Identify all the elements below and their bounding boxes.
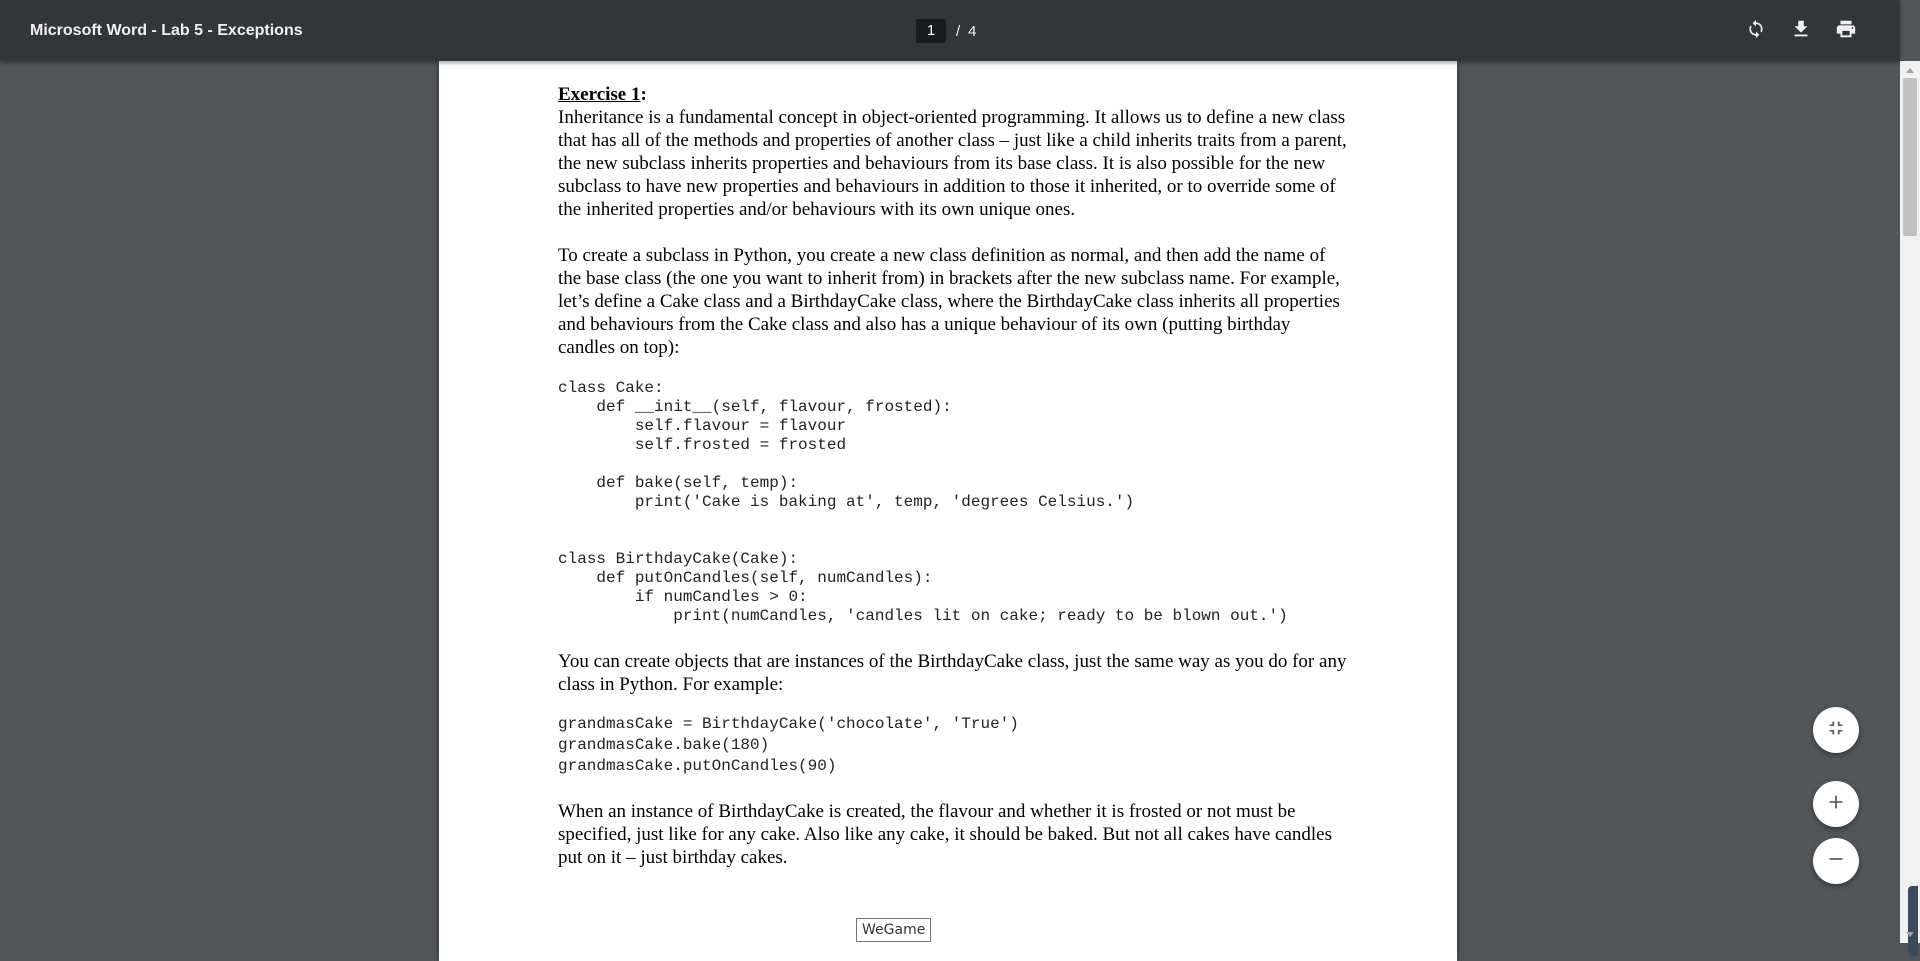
- wegame-tooltip: WeGame: [856, 918, 931, 942]
- code-spacer: [558, 626, 1348, 650]
- zoom-in-icon: [1825, 791, 1847, 818]
- document-title: Microsoft Word - Lab 5 - Exceptions: [30, 22, 303, 39]
- total-pages: 4: [968, 22, 977, 40]
- exercise-heading-colon: :: [640, 84, 647, 105]
- rotate-button[interactable]: [1740, 15, 1772, 47]
- print-icon: [1835, 18, 1857, 45]
- paragraph-create-instances: You can create objects that are instances of the BirthdayCake class, just the same way as you do for any class in Python. For example:: [558, 651, 1347, 695]
- print-button[interactable]: [1830, 15, 1862, 47]
- code-block-grandmas-cake: grandmasCake = BirthdayCake('chocolate', 'True') grandmasCake.bake(180) grandmasCake.putOnCandles(90): [558, 715, 1019, 775]
- scroll-down-button[interactable]: [1900, 926, 1920, 943]
- exercise-heading: Exercise 1: [558, 84, 641, 105]
- code-block-cake-class: class Cake: def __init__(self, flavour, frosted): self.flavour = flavour self.frosted = frosted def bake(self, temp): print('Cake is baking at', temp, 'degrees Celsius.'): [558, 379, 1135, 511]
- scroll-up-arrow-icon: [1906, 67, 1914, 73]
- side-widget-handle[interactable]: [1908, 886, 1918, 956]
- fit-page-icon: [1825, 717, 1847, 744]
- paragraph-inheritance-intro: Inheritance is a fundamental concept in object-oriented programming. It allows us to define a new class that has all of the methods and properties of another class – just like a child inherits traits from a parent, the new subclass inherits properties and behaviours from its base class. It is also possible for the new subclass to have new properties and behaviours in addition to those it inherited, or to override some of the inherited properties and/or behaviours with its own unique ones.: [558, 107, 1347, 220]
- download-icon: [1790, 18, 1812, 45]
- zoom-out-icon: [1825, 848, 1847, 875]
- page-separator: /: [956, 22, 961, 40]
- code-block-birthdaycake-class: class BirthdayCake(Cake): def putOnCandles(self, numCandles): if numCandles > 0: print(numCandles, 'candles lit on cake; ready to be blown out.'): [558, 550, 1288, 625]
- current-page-input[interactable]: 1: [916, 19, 946, 43]
- zoom-out-button[interactable]: [1813, 838, 1859, 884]
- pdf-toolbar: [0, 0, 1900, 61]
- vertical-scrollbar[interactable]: [1900, 61, 1920, 943]
- paragraph-instance-explanation: When an instance of BirthdayCake is created, the flavour and whether it is frosted or not must be specified, just like for any cake. Also like any cake, it should be baked. But not all cakes have candles put on it – just birthday cakes.: [558, 801, 1333, 868]
- page-content: [558, 83, 1348, 892]
- rotate-icon: [1745, 18, 1767, 45]
- code-spacer: [558, 512, 1348, 550]
- exercise-heading-line: [558, 83, 1348, 106]
- paragraph-subclass-howto: To create a subclass in Python, you create a new class definition as normal, and then add the name of the base class (the one you want to inherit from) in brackets after the new subclass name. For example, let’s define a Cake class and a BirthdayCake class, where the BirthdayCake class inherits all properties and behaviours from the Cake class and also has a unique behaviour of its own (putting birthday candles on top):: [558, 245, 1340, 358]
- scroll-thumb[interactable]: [1903, 78, 1917, 236]
- code-spacer: [558, 777, 1348, 800]
- page-navigator: [916, 19, 977, 43]
- fit-to-page-button[interactable]: [1813, 707, 1859, 753]
- zoom-in-button[interactable]: [1813, 781, 1859, 827]
- pdf-page: [439, 61, 1457, 961]
- scroll-up-button[interactable]: [1900, 61, 1920, 78]
- scroll-down-arrow-icon: [1906, 932, 1914, 938]
- download-button[interactable]: [1785, 15, 1817, 47]
